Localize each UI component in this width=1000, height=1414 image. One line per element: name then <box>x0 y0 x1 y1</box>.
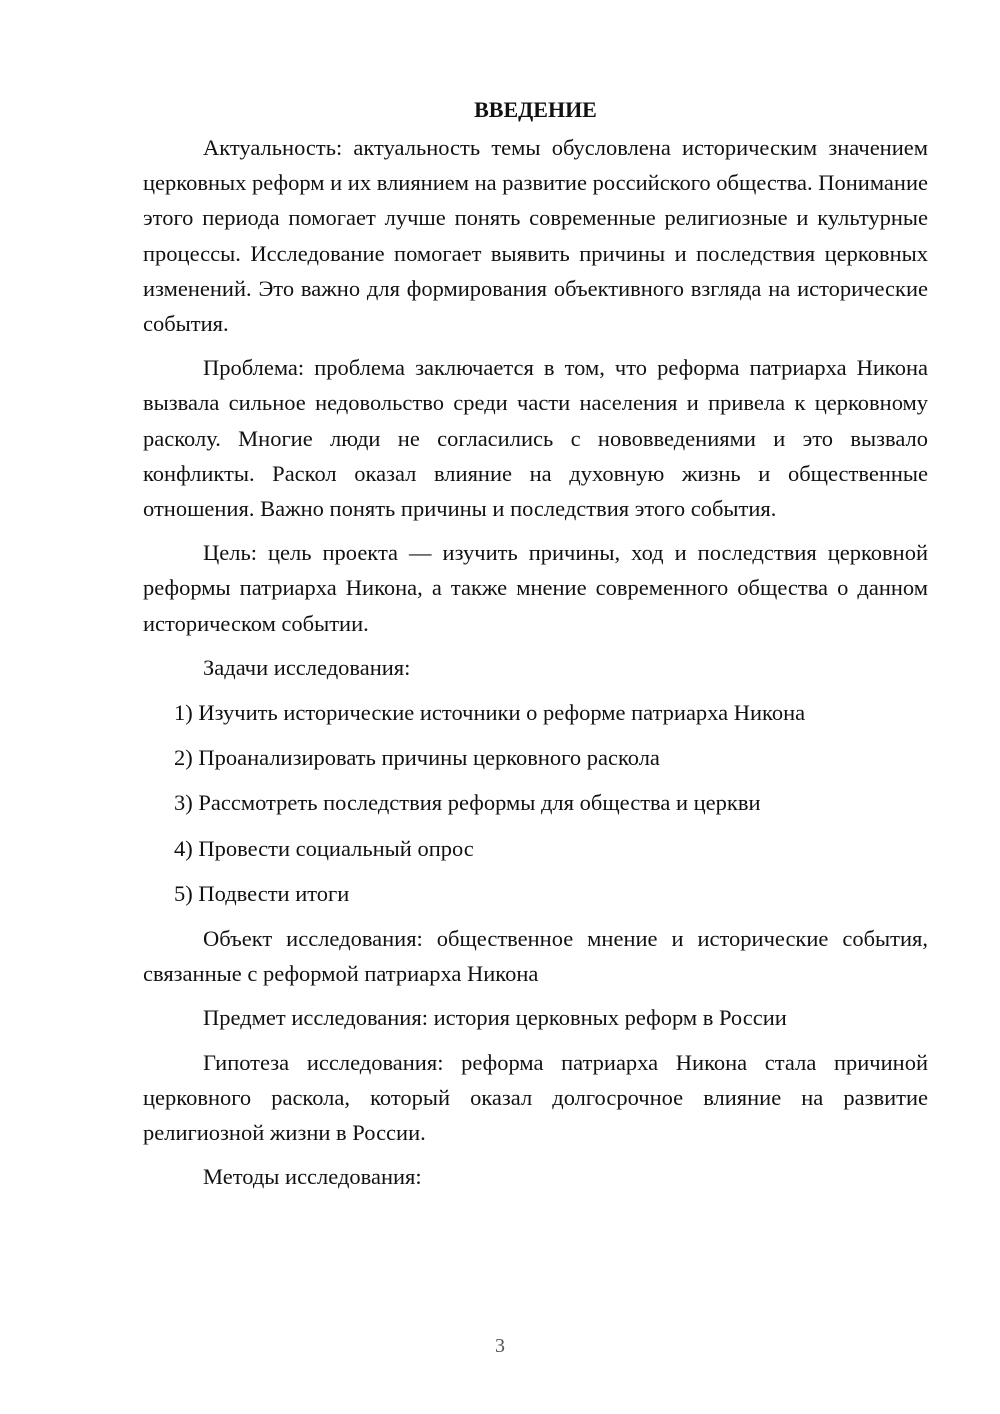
goal-paragraph: Цель: цель проекта — изучить причины, ход и последствия церковной реформы патриарха Никона, а также мнение современного общества о данном историческом событии. <box>143 540 928 636</box>
methods-heading: Методы исследования: <box>203 1164 422 1190</box>
list-item: 5) Подвести итоги <box>174 880 350 906</box>
tasks-heading: Задачи исследования: <box>203 654 411 680</box>
list-item: 1) Изучить исторические источники о реформе патриарха Никона <box>174 700 806 726</box>
page-number: 3 <box>495 1335 505 1357</box>
list-item: 4) Провести социальный опрос <box>174 835 474 861</box>
subject-paragraph: Предмет исследования: история церковных реформ в России <box>203 1005 787 1031</box>
document-body <box>143 94 928 1203</box>
hypothesis-paragraph: Гипотеза исследования: реформа патриарха Никона стала причиной церковного раскола, который оказал долгосрочное влияние на развитие религиозной жизни в России. <box>143 1049 928 1146</box>
page-title: ВВЕДЕНИЕ <box>474 97 597 122</box>
list-item: 3) Рассмотреть последствия реформы для общества и церкви <box>174 790 761 816</box>
relevance-paragraph: Актуальность: актуальность темы обусловлена историческим значением церковных реформ и их влиянием на развитие российского общества. Понимание этого периода помогает лучше понять современные религиозные и культурные процессы. Исследование помогает выявить причины и последствия церковных изменений. Это важно для формирования объективного взгляда на исторические события. <box>143 135 928 337</box>
object-paragraph: Объект исследования: общественное мнение и исторические события, связанные с реформой патриарха Никона <box>143 926 928 987</box>
tasks-list <box>143 695 928 911</box>
list-item: 2) Проанализировать причины церковного раскола <box>174 745 660 771</box>
problem-paragraph: Проблема: проблема заключается в том, что реформа патриарха Никона вызвала сильное недовольство среди части населения и привела к церковному расколу. Многие люди не согласились с нововведениями и это вызвало конфликты. Раскол оказал влияние на духовную жизнь и общественные отношения. Важно понять причины и последствия этого события. <box>143 355 928 522</box>
